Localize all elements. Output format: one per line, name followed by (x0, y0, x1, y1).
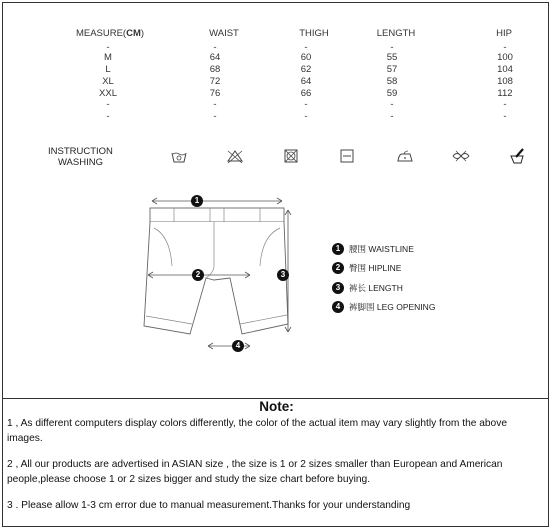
table-cell: - (304, 99, 308, 110)
table-cell: - (106, 42, 110, 53)
legend-length (332, 282, 403, 294)
legend-number: 4 (332, 301, 344, 313)
table-cell: 62 (300, 64, 312, 75)
table-cell: - (390, 42, 394, 53)
table-cell: 60 (300, 52, 312, 63)
header-waist: WAIST (209, 28, 239, 39)
note-item-3: 3 . Please allow 1-3 cm error due to manual measurement.Thanks for your understanding (7, 500, 411, 511)
legend-waistline (332, 243, 414, 255)
header-measure: MEASURE(CM) (75, 28, 145, 39)
table-cell: 100 (497, 52, 513, 63)
table-cell: - (390, 99, 394, 110)
dry-flat-icon (338, 148, 356, 164)
legend-label: 腰围 WAISTLINE (349, 244, 414, 254)
table-cell: 76 (209, 88, 221, 99)
table-cell: - (213, 111, 217, 122)
table-cell: - (106, 111, 110, 122)
table-cell: - (390, 111, 394, 122)
instruction-label-line2: WASHING (57, 157, 103, 168)
iron-low-icon (396, 148, 414, 164)
table-cell: 64 (300, 76, 312, 87)
table-cell: 64 (209, 52, 221, 63)
table-cell: 59 (386, 88, 398, 99)
marker-3: 3 (277, 269, 289, 281)
legend-label: 裤脚围 LEG OPENING (349, 302, 436, 312)
legend-leg-opening (332, 301, 435, 313)
table-cell: 57 (386, 64, 398, 75)
do-not-dry-clean-icon (452, 148, 470, 164)
waistband (150, 208, 284, 222)
legend-label: 臀围 HIPLINE (349, 263, 402, 273)
table-cell: XXL (99, 88, 117, 99)
instruction-label-line1: INSTRUCTION (48, 146, 113, 157)
table-cell: - (503, 111, 507, 122)
legend-number: 2 (332, 262, 344, 274)
note-item-1: 1 , As different computers display colors differently, the color of the actual item may vary slightly from the above images. (7, 418, 507, 444)
table-cell: 66 (300, 88, 312, 99)
table-cell: XL (102, 76, 114, 87)
header-thigh: THIGH (299, 28, 329, 39)
size-table (0, 0, 553, 130)
table-cell: 55 (386, 52, 398, 63)
table-cell: 58 (386, 76, 398, 87)
table-cell: - (304, 111, 308, 122)
legend-hipline (332, 262, 401, 274)
header-hip: HIP (496, 28, 512, 39)
table-cell: - (503, 42, 507, 53)
table-cell: 108 (497, 76, 513, 87)
do-not-tumble-dry-icon (282, 148, 300, 164)
header-length: LENGTH (376, 28, 416, 39)
legend-number: 3 (332, 282, 344, 294)
hand-wash-icon (170, 148, 188, 164)
table-cell: M (104, 52, 112, 63)
wring-icon (508, 148, 526, 164)
table-cell: 112 (497, 88, 513, 99)
marker-1: 1 (191, 195, 203, 207)
note-item-2: 2 , All our products are advertised in ASIAN size , the size is 1 or 2 sizes smaller than European and American people,please choose 1 or 2 sizes bigger and study the size chart before buying. (7, 459, 503, 485)
table-cell: - (106, 99, 110, 110)
table-cell: L (105, 64, 111, 75)
table-cell: 72 (209, 76, 221, 87)
shorts-diagram (140, 188, 300, 360)
table-cell: 68 (209, 64, 221, 75)
legend-number: 1 (332, 243, 344, 255)
legend-label: 裤长 LENGTH (349, 283, 403, 293)
table-cell: - (213, 42, 217, 53)
table-cell: - (304, 42, 308, 53)
note-title: Note: (259, 399, 294, 414)
shorts-body (144, 222, 288, 334)
table-cell: 104 (497, 64, 513, 75)
table-cell: - (213, 99, 217, 110)
table-cell: - (503, 99, 507, 110)
do-not-bleach-icon (226, 148, 244, 164)
marker-2: 2 (192, 269, 204, 281)
marker-4: 4 (232, 340, 244, 352)
instruction-label (48, 146, 113, 168)
